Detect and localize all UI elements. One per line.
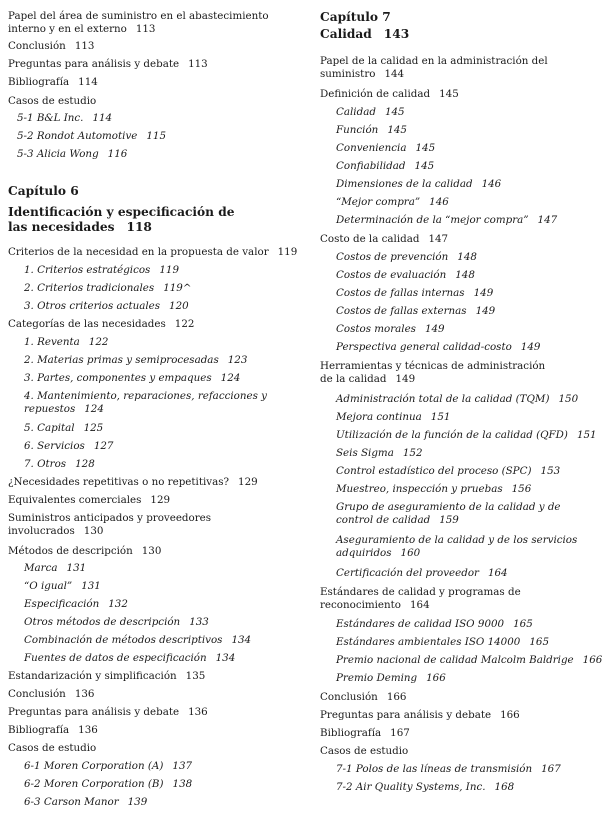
page-number: 130 [83, 525, 104, 537]
toc-entry-text: Dimensiones de la calidad [336, 178, 473, 190]
page-number: 122 [88, 336, 109, 348]
toc-entry-text: Combinación de métodos descriptivos [24, 634, 223, 646]
page-number: 113 [135, 23, 156, 35]
page-number: 150 [558, 393, 579, 405]
toc-entry-determinacion-de-la-mejor-compra [336, 214, 557, 227]
toc-entry-5-2-rondot-automotive [17, 130, 166, 143]
toc-entry-estandares-de-calidad-iso-9000 [336, 618, 533, 631]
page-number: 166 [386, 691, 407, 703]
page-number: 149 [520, 341, 541, 353]
page-number: 159 [439, 514, 459, 526]
page-number: 128 [75, 458, 95, 470]
toc-entry-6-servicios [24, 440, 113, 453]
page-number: 136 [78, 724, 98, 736]
page-number: 149 [475, 305, 496, 317]
toc-entry-combinacion-de-metodos-descriptivos [24, 634, 251, 647]
toc-entry-6-1-moren-corporation-a [24, 760, 192, 773]
page-number: 135 [185, 670, 206, 682]
toc-entry-casos-de-estudio [320, 745, 408, 758]
toc-entry-text: Conclusión [320, 691, 378, 703]
toc-entry-text: Calidad [336, 106, 376, 118]
page-number: 144 [384, 68, 405, 80]
toc-entry-text: 1. Reventa [24, 336, 80, 348]
toc-entry-administracion-total-de-la-calidad-tqm [336, 393, 578, 406]
toc-entry-text: Conveniencia [336, 142, 407, 154]
page-number: 136 [188, 706, 208, 718]
toc-entry-control-estadistico-del-proceso-spc [336, 465, 560, 478]
toc-entry-text: Preguntas para análisis y debate [8, 706, 180, 718]
page-number: 119^ [163, 282, 192, 294]
toc-entry-costos-morales [336, 323, 445, 336]
toc-entry-muestreo-inspeccion-y-pruebas [336, 483, 531, 496]
page-number: 138 [172, 778, 193, 790]
toc-entry-text: Determinación de la “mejor compra” [336, 214, 529, 226]
chapter-heading-text: Capítulo 7 [320, 10, 391, 24]
toc-entry-text: Casos de estudio [8, 95, 97, 107]
page-number: 156 [511, 483, 532, 495]
toc-entry-6-3-carson-manor [24, 796, 147, 809]
toc-entry-certificacion-del-proveedor [336, 567, 508, 580]
toc-entry-text: Costos morales [336, 323, 416, 335]
toc-entry-suministros-anticipados-y-proveedores-in [8, 512, 248, 538]
toc-entry-text: Costos de prevención [336, 251, 449, 263]
toc-entry-seis-sigma [336, 447, 423, 460]
page-number: 165 [513, 618, 533, 630]
page-number: 146 [481, 178, 502, 190]
toc-entry-bibliografia [8, 724, 98, 737]
toc-entry-text: Estándares de calidad y programas de reconocimiento [320, 586, 521, 611]
toc-entry-2-criterios-tradicionales [24, 282, 191, 295]
chapter-heading-text: Calidad [320, 27, 372, 41]
toc-entry-text: Conclusión [8, 688, 66, 700]
toc-entry-preguntas-para-analisis-y-debate [320, 709, 520, 722]
page-number: 114 [92, 112, 113, 124]
page-number: 114 [78, 76, 98, 88]
toc-entry-text: Estándares de calidad ISO 9000 [336, 618, 505, 630]
toc-entry-text: Papel de la calidad en la administración del suministro [320, 55, 548, 80]
toc-entry-text: Aseguramiento de la calidad y de los servicios adquiridos [336, 534, 578, 559]
page-number: 122 [174, 318, 195, 330]
toc-entry-text: Administración total de la calidad (TQM) [336, 393, 550, 405]
toc-entry-text: Preguntas para análisis y debate [320, 709, 492, 721]
toc-entry-casos-de-estudio [8, 95, 96, 108]
toc-entry-3-otros-criterios-actuales [24, 300, 189, 313]
toc-entry-estandares-de-calidad-y-programas-de-rec [320, 586, 550, 612]
toc-entry-text: Estandarización y simplificación [8, 670, 177, 682]
page-number: 160 [400, 547, 421, 559]
toc-entry-5-1-b-l-inc [17, 112, 112, 125]
toc-entry-conclusion [8, 688, 94, 701]
page-number: 116 [107, 148, 128, 160]
toc-entry-criterios-de-la-necesidad-en-la-propuest [8, 246, 297, 259]
toc-entry-preguntas-para-analisis-y-debate [8, 706, 208, 719]
toc-entry-text: Bibliografía [8, 724, 70, 736]
page-number: 164 [410, 599, 430, 611]
page-number: 145 [387, 124, 407, 136]
chapter-heading-capitulo-7 [320, 10, 391, 25]
toc-entry-text: 2. Criterios tradicionales [24, 282, 155, 294]
page-number: 134 [215, 652, 236, 664]
toc-entry-text: Costos de fallas externas [336, 305, 467, 317]
chapter-heading-identificacion-y-especificacion-de-las-n [8, 205, 243, 235]
toc-entry-2-materias-primas-y-semiprocesadas [24, 354, 247, 367]
toc-entry-conclusion [320, 691, 406, 704]
toc-entry-7-1-polos-de-las-lineas-de-transmision [336, 763, 561, 776]
toc-entry-text: 5. Capital [24, 422, 75, 434]
chapter-heading-text: Identificación y especificación de las necesidades [8, 205, 235, 234]
page-number: 124 [84, 403, 104, 415]
toc-entry-text: Utilización de la función de la calidad (QFD) [336, 429, 568, 441]
page-number: 151 [576, 429, 597, 441]
page-number: 118 [126, 220, 152, 234]
toc-entry-estandares-ambientales-iso-14000 [336, 636, 549, 649]
toc-entry-preguntas-para-analisis-y-debate [8, 58, 208, 71]
toc-entry-text: Conclusión [8, 40, 66, 52]
toc-entry-fuentes-de-datos-de-especificacion [24, 652, 235, 665]
toc-entry-bibliografia [8, 76, 98, 89]
toc-entry-text: Definición de calidad [320, 88, 431, 100]
toc-entry-text: Bibliografía [320, 727, 382, 739]
toc-entry-text: Costos de evaluación [336, 269, 447, 281]
page-number: 149 [395, 373, 416, 385]
page-number: 151 [430, 411, 451, 423]
toc-entry-conveniencia [336, 142, 435, 155]
toc-entry-text: Especificación [24, 598, 100, 610]
page-number: 166 [426, 672, 446, 684]
page-number: 148 [457, 251, 477, 263]
toc-entry-text: 7. Otros [24, 458, 67, 470]
toc-entry-text: Muestreo, inspección y pruebas [336, 483, 503, 495]
toc-entry-marca [24, 562, 86, 575]
toc-entry-text: 3. Otros criterios actuales [24, 300, 161, 312]
page-number: 129 [150, 494, 171, 506]
toc-entry-aseguramiento-de-la-calidad-y-de-los-ser [336, 534, 586, 560]
toc-entry-text: Costo de la calidad [320, 233, 420, 245]
toc-entry-text: 5-3 Alicia Wong [17, 148, 99, 160]
toc-entry-text: “O igual” [24, 580, 73, 592]
toc-entry-text: Criterios de la necesidad en la propuesta de valor [8, 246, 269, 258]
page-number: 146 [429, 196, 449, 208]
toc-entry-text: 7-2 Air Quality Systems, Inc. [336, 781, 486, 793]
toc-entry-conclusion [8, 40, 94, 53]
toc-entry-text: 4. Mantenimiento, reparaciones, refacciones y repuestos [24, 390, 267, 415]
toc-entry-text: Casos de estudio [8, 742, 97, 754]
toc-entry-7-otros [24, 458, 95, 471]
toc-entry-premio-nacional-de-calidad-malcolm-baldr [336, 654, 602, 667]
page-number: 115 [146, 130, 167, 142]
toc-entry-text: Estándares ambientales ISO 14000 [336, 636, 521, 648]
page-number: 153 [540, 465, 561, 477]
toc-entry-7-2-air-quality-systems-inc [336, 781, 514, 794]
toc-entry-1-reventa [24, 336, 108, 349]
toc-entry-costo-de-la-calidad [320, 233, 448, 246]
page-number: 145 [384, 106, 405, 118]
toc-entry-text: Preguntas para análisis y debate [8, 58, 180, 70]
toc-entry-text: Herramientas y técnicas de administración de la calidad [320, 360, 546, 385]
toc-entry-mejor-compra [336, 196, 449, 209]
toc-entry-text: 7-1 Polos de las líneas de transmisión [336, 763, 533, 775]
page-number: 113 [188, 58, 208, 70]
page-number: 167 [390, 727, 410, 739]
toc-entry-necesidades-repetitivas-o-no-repetitivas [8, 476, 258, 489]
toc-entry-text: Métodos de descripción [8, 545, 133, 557]
toc-entry-mejora-continua [336, 411, 450, 424]
toc-entry-especificacion [24, 598, 128, 611]
page-number: 143 [383, 27, 410, 41]
toc-entry-4-mantenimiento-reparaciones-refacciones [24, 390, 284, 416]
toc-entry-text: 6. Servicios [24, 440, 85, 452]
toc-entry-premio-deming [336, 672, 446, 685]
page-number: 166 [500, 709, 520, 721]
toc-entry-text: Otros métodos de descripción [24, 616, 181, 628]
toc-entry-estandarizacion-y-simplificacion [8, 670, 205, 683]
toc-entry-equivalentes-comerciales [8, 494, 170, 507]
page-number: 125 [83, 422, 104, 434]
toc-entry-dimensiones-de-la-calidad [336, 178, 501, 191]
toc-entry-text: 6-3 Carson Manor [24, 796, 119, 808]
toc-entry-text: Marca [24, 562, 58, 574]
toc-entry-text: Casos de estudio [320, 745, 409, 757]
toc-entry-text: Confiabilidad [336, 160, 406, 172]
page-number: 139 [127, 796, 148, 808]
toc-entry-1-criterios-estrategicos [24, 264, 179, 277]
toc-entry-5-3-alicia-wong [17, 148, 127, 161]
toc-entry-text: Perspectiva general calidad-costo [336, 341, 512, 353]
page-number: 131 [66, 562, 87, 574]
toc-entry-costos-de-evaluacion [336, 269, 475, 282]
toc-entry-text: ¿Necesidades repetitivas o no repetitivas? [8, 476, 230, 488]
toc-entry-papel-del-area-de-suministro-en-el-abast [8, 10, 308, 36]
page-number: 137 [172, 760, 193, 772]
toc-entry-utilizacion-de-la-funcion-de-la-calidad- [336, 429, 597, 442]
page-number: 119 [159, 264, 179, 276]
toc-entry-text: 6-1 Moren Corporation (A) [24, 760, 164, 772]
toc-entry-o-igual [24, 580, 101, 593]
toc-entry-text: Mejora continua [336, 411, 422, 423]
toc-entry-3-partes-componentes-y-empaques [24, 372, 240, 385]
page-number: 152 [402, 447, 423, 459]
toc-entry-text: 2. Materias primas y semiprocesadas [24, 354, 219, 366]
toc-entry-text: Categorías de las necesidades [8, 318, 166, 330]
page-number: 149 [473, 287, 494, 299]
toc-entry-perspectiva-general-calidad-costo [336, 341, 540, 354]
page-number: 133 [189, 616, 209, 628]
chapter-heading-text: Capítulo 6 [8, 184, 79, 198]
page-number: 127 [93, 440, 114, 452]
page-number: 167 [541, 763, 561, 775]
toc-entry-casos-de-estudio [8, 742, 96, 755]
page-number: 164 [487, 567, 508, 579]
page-number: 149 [424, 323, 445, 335]
page-number: 132 [108, 598, 128, 610]
toc-entry-bibliografia [320, 727, 410, 740]
page-number: 131 [81, 580, 101, 592]
chapter-heading-calidad [320, 27, 409, 42]
page-number: 134 [231, 634, 252, 646]
toc-entry-funcion [336, 124, 407, 137]
toc-entry-text: 5-1 B&L Inc. [17, 112, 84, 124]
page-number: 113 [74, 40, 95, 52]
toc-entry-otros-metodos-de-descripcion [24, 616, 209, 629]
toc-entry-5-capital [24, 422, 103, 435]
toc-entry-6-2-moren-corporation-b [24, 778, 192, 791]
toc-entry-text: “Mejor compra” [336, 196, 421, 208]
toc-entry-costos-de-prevencion [336, 251, 477, 264]
toc-entry-metodos-de-descripcion [8, 545, 161, 558]
page-number: 145 [415, 142, 436, 154]
toc-entry-categorias-de-las-necesidades [8, 318, 194, 331]
toc-entry-costos-de-fallas-internas [336, 287, 493, 300]
toc-entry-text: 1. Criterios estratégicos [24, 264, 151, 276]
page-number: 119 [277, 246, 298, 258]
page-number: 136 [74, 688, 95, 700]
toc-entry-papel-de-la-calidad-en-la-administracion [320, 55, 560, 81]
toc-entry-text: Equivalentes comerciales [8, 494, 142, 506]
toc-entry-text: Premio Deming [336, 672, 418, 684]
page-number: 124 [220, 372, 241, 384]
page-number: 147 [428, 233, 449, 245]
toc-entry-herramientas-y-tecnicas-de-administracio [320, 360, 550, 386]
toc-entry-text: Costos de fallas internas [336, 287, 465, 299]
page-number: 129 [238, 476, 258, 488]
toc-entry-costos-de-fallas-externas [336, 305, 495, 318]
chapter-heading-capitulo-6 [8, 184, 79, 199]
page-number: 145 [414, 160, 435, 172]
toc-entry-calidad [336, 106, 405, 119]
toc-entry-text: 6-2 Moren Corporation (B) [24, 778, 164, 790]
toc-entry-grupo-de-aseguramiento-de-la-calidad-y-d [336, 501, 596, 527]
toc-entry-text: Fuentes de datos de especificación [24, 652, 207, 664]
toc-entry-text: Bibliografía [8, 76, 70, 88]
page-number: 123 [227, 354, 248, 366]
toc-entry-text: Certificación del proveedor [336, 567, 479, 579]
toc-entry-confiabilidad [336, 160, 434, 173]
toc-entry-text: Papel del área de suministro en el abastecimiento interno y en el externo [8, 10, 269, 35]
toc-entry-text: Premio nacional de calidad Malcolm Baldrige [336, 654, 574, 666]
page-number: 120 [169, 300, 189, 312]
toc-entry-text: Función [336, 124, 379, 136]
toc-entry-text: Grupo de aseguramiento de la calidad y de control de calidad [336, 501, 561, 526]
page-number: 147 [537, 214, 558, 226]
page-number: 148 [455, 269, 475, 281]
page-number: 145 [439, 88, 459, 100]
page-number: 168 [494, 781, 515, 793]
toc-entry-definicion-de-calidad [320, 88, 459, 101]
toc-entry-text: Suministros anticipados y proveedores involucrados [8, 512, 212, 537]
page-number: 165 [529, 636, 549, 648]
toc-entry-text: 5-2 Rondot Automotive [17, 130, 138, 142]
page-number: 166 [582, 654, 602, 666]
toc-entry-text: Seis Sigma [336, 447, 394, 459]
toc-entry-text: 3. Partes, componentes y empaques [24, 372, 212, 384]
page-number: 130 [141, 545, 162, 557]
toc-entry-text: Control estadístico del proceso (SPC) [336, 465, 532, 477]
